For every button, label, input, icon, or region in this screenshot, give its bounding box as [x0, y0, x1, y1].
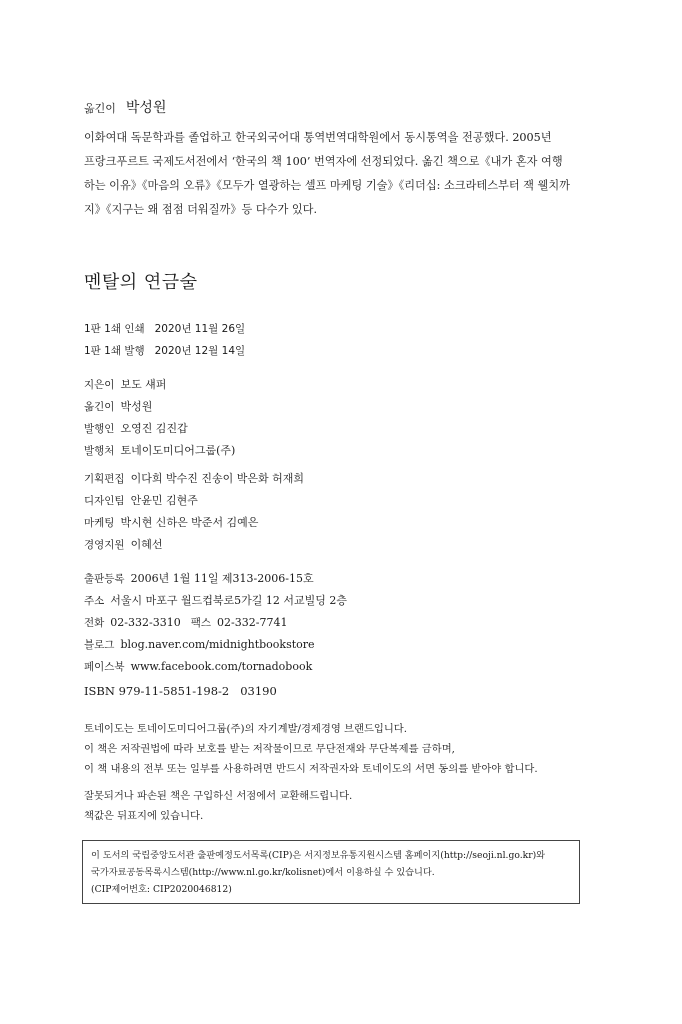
- publisher-label: 출판등록: [84, 573, 125, 585]
- blog-link: blog.naver.com/midnightbookstore: [120, 638, 315, 651]
- credit-label: 발행처: [84, 445, 115, 457]
- edition-label: 1판 1쇄 인쇄: [84, 323, 145, 335]
- credit-label: 발행인: [84, 423, 115, 435]
- translator-bio: [84, 126, 604, 222]
- cip-line: 국가자료공동목록시스템(http://www.nl.go.kr/kolisnet)에서 이용하실 수 있습니다.: [91, 867, 435, 878]
- publisher-row: [84, 612, 347, 634]
- edition-row: [84, 318, 245, 340]
- edition-date: 2020년 12월 14일: [154, 345, 246, 357]
- bio-line: 프랑크푸르트 국제도서전에서 ‘한국의 책 100’ 번역자에 선정되었다. 옮긴 책으로《내가 혼자 여행: [84, 155, 563, 168]
- fax-label: 팩스: [190, 617, 212, 629]
- cip-box: [82, 840, 580, 904]
- translator-heading: [84, 97, 166, 117]
- fax-value: 02-332-7741: [217, 616, 288, 629]
- publisher-label: 블로그: [84, 639, 115, 651]
- bio-line: 이화여대 독문학과를 졸업하고 한국외국어대 통역번역대학원에서 동시통역을 전공했다. 2005년: [84, 131, 552, 144]
- credits-people: [84, 374, 235, 462]
- credits-staff: [84, 468, 304, 556]
- staff-row: [84, 534, 304, 556]
- copyright-notice: [84, 719, 538, 779]
- staff-value: 박시현 신하은 박준서 김예은: [120, 516, 259, 529]
- staff-label: 경영지원: [84, 539, 125, 551]
- credit-row: [84, 418, 235, 440]
- credit-row: [84, 374, 235, 396]
- staff-label: 디자인팀: [84, 495, 125, 507]
- staff-value: 안윤민 김현주: [130, 494, 198, 507]
- registration-value: 2006년 1월 11일 제313-2006-15호: [130, 572, 314, 585]
- credit-row: [84, 440, 235, 462]
- staff-row: [84, 468, 304, 490]
- credit-label: 지은이: [84, 379, 115, 391]
- edition-date: 2020년 11월 26일: [154, 323, 246, 335]
- translator-name: 박성원: [125, 100, 167, 116]
- staff-value: 이혜선: [130, 538, 163, 551]
- phone-value: 02-332-3310: [110, 616, 181, 629]
- edition-label: 1판 1쇄 발행: [84, 345, 145, 357]
- staff-label: 기획편집: [84, 473, 125, 485]
- credit-value: 토네이도미디어그룹(주): [120, 444, 236, 457]
- publisher-info: [84, 568, 347, 678]
- publisher-row: [84, 634, 347, 656]
- credit-value: 오영진 김진갑: [120, 422, 188, 435]
- notice-line: 이 책 내용의 전부 또는 일부를 사용하려면 반드시 저작권자와 토네이도의 서면 동의를 받아야 합니다.: [84, 763, 538, 775]
- bio-line: 지》《지구는 왜 점점 더워질까》등 다수가 있다.: [84, 203, 318, 216]
- book-title: 멘탈의 연금술: [84, 272, 198, 293]
- publisher-row: [84, 568, 347, 590]
- isbn: ISBN 979-11-5851-198-2 03190: [84, 684, 277, 698]
- bio-line: 하는 이유》《마음의 오류》《모두가 열광하는 셀프 마케팅 기술》《리더십: 소크라테스부터 잭 웰치까: [84, 179, 570, 192]
- publisher-row: [84, 590, 347, 612]
- translator-label: 옮긴이: [84, 102, 116, 115]
- credit-row: [84, 396, 235, 418]
- publisher-row: [84, 656, 347, 678]
- credit-value: 박성원: [120, 400, 153, 413]
- notice-line: 잘못되거나 파손된 책은 구입하신 서점에서 교환해드립니다.: [84, 790, 353, 802]
- exchange-notice: [84, 786, 352, 826]
- staff-row: [84, 490, 304, 512]
- credit-value: 보도 섀퍼: [120, 378, 167, 391]
- notice-line: 책값은 뒤표지에 있습니다.: [84, 810, 204, 822]
- address-value: 서울시 마포구 월드컵북로5가길 12 서교빌딩 2층: [110, 594, 348, 607]
- notice-line: 이 책은 저작권법에 따라 보호를 받는 저작물이므로 무단전재와 무단복제를 금하며,: [84, 743, 455, 755]
- staff-label: 마케팅: [84, 517, 115, 529]
- edition-row: [84, 340, 245, 362]
- cip-line: (CIP제어번호: CIP2020046812): [91, 884, 232, 895]
- staff-value: 이다희 박수진 진송이 박은화 허재희: [130, 472, 304, 485]
- credit-label: 옮긴이: [84, 401, 115, 413]
- edition-info: [84, 318, 245, 362]
- publisher-label: 전화: [84, 617, 105, 629]
- publisher-label: 페이스북: [84, 661, 125, 673]
- facebook-link: www.facebook.com/tornadobook: [130, 660, 313, 673]
- staff-row: [84, 512, 304, 534]
- cip-line: 이 도서의 국립중앙도서관 출판예정도서목록(CIP)은 서지정보유통지원시스템 홈페이지(http://seoji.nl.go.kr)와: [91, 850, 546, 861]
- notice-line: 토네이도는 토네이도미디어그룹(주)의 자기계발/경제경영 브랜드입니다.: [84, 723, 407, 735]
- publisher-label: 주소: [84, 595, 105, 607]
